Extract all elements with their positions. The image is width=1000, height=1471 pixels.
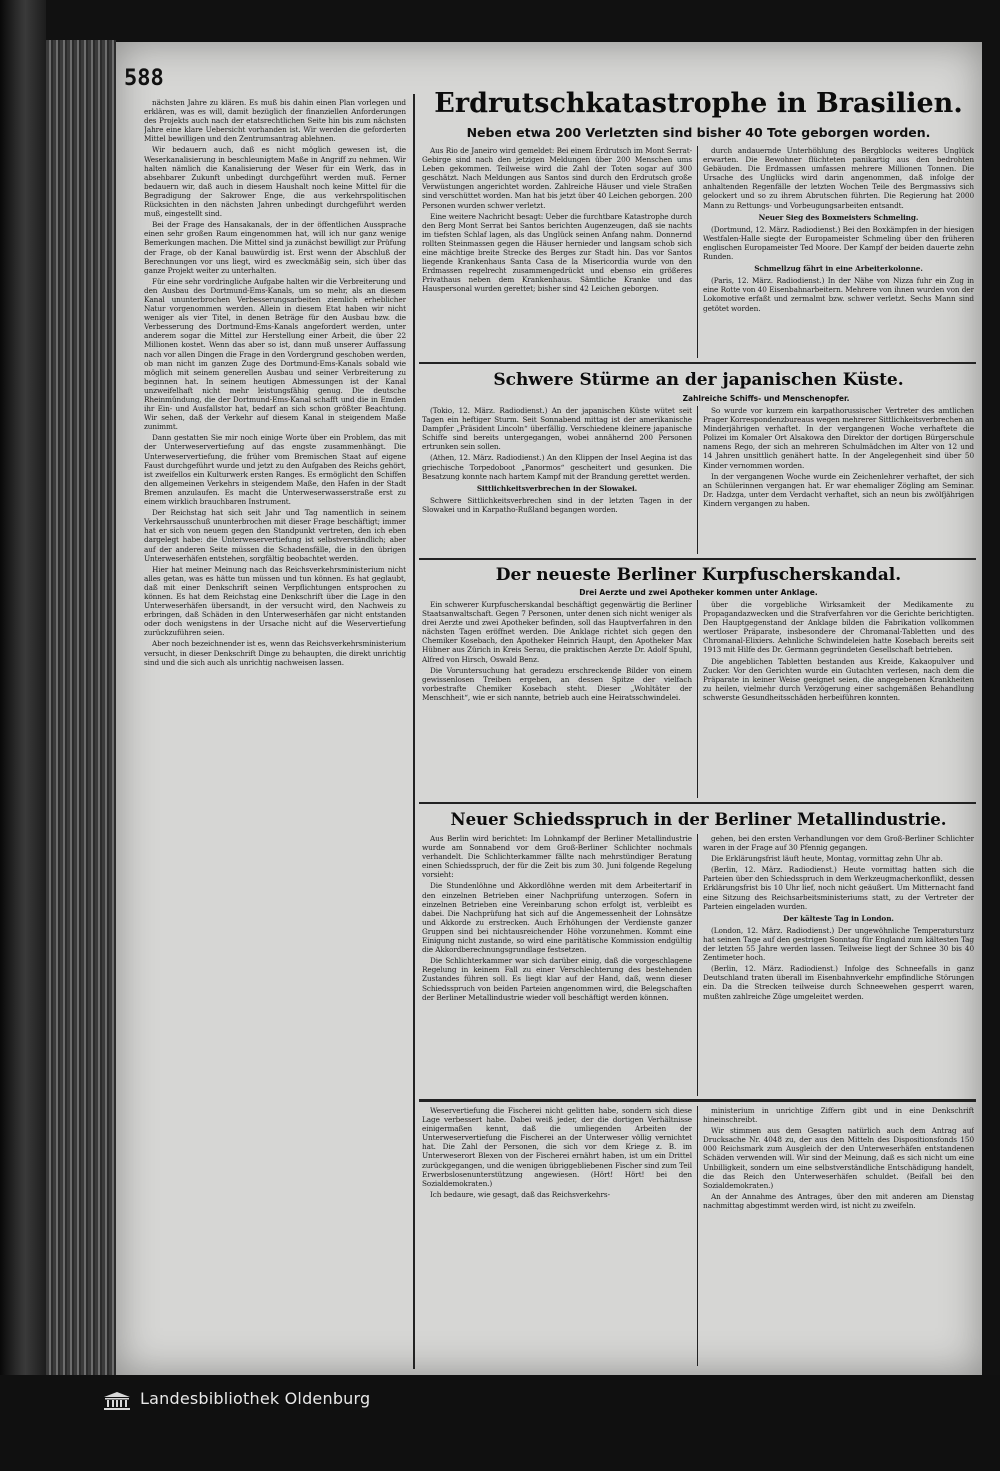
storm-paragraph: (Tokio, 12. März. Radiodienst.) An der japanischen Küste wütet seit Tagen ein heftiger Sturm. Seit Sonnabend mittag ist der amerikanische Dampfer „Präsident Lincoln“ überfällig. Verschiedene kleinere japanische Schiffe sind bereits untergegangen, wobei annähernd 200 Personen ertrunken sein sollen. [422, 406, 692, 452]
library-building-icon [104, 1392, 130, 1410]
quackery-subhead: Drei Aerzte und zwei Apotheker kommen unter Anklage. [579, 588, 818, 597]
left-paragraph: Der Reichstag hat sich seit Jahr und Tag namentlich in seinem Verkehrsausschuß ununterbrochen mit dieser Frage beschäftigt; immer hat er sich von neuem gegen den Standpunkt vertreten, den ich eben dargelegt habe: die Unterweservertiefung ist selbstverständlich; aber auf der anderen Seite müssen die Schadensfälle, die in den übrigen Unterweserhäfen entstehen, sorgfältig beobachtet werden. [144, 508, 406, 563]
storm-paragraph: (Athen, 12. März. Radiodienst.) An den Klippen der Insel Aegina ist das griechische Torpedoboot „Panormos“ gescheitert und gesunken. Die Besatzung konnte nach hartem Kampf mit der Brandung gerettet werden. [422, 453, 692, 481]
left-paragraph: Wir bedauern auch, daß es nicht möglich gewesen ist, die Weserkanalisierung in beschleunigtem Maße in Angriff zu nehmen. Wir halten nämlich die Kanalisierung der Weser für ein Werk, das in absehbarer Zukunft unbedingt durchgeführt werden muß. Ferner bedauern wir, daß auch in diesem Haushalt noch keine Mittel für die Begradigung der Sakrower Enge, die aus verkehrspolitischen Rücksichten in den nächsten Jahren unbedingt durchgeführt werden muß, eingestellt sind. [144, 145, 406, 219]
bottom-paragraph: An der Annahme des Antrages, über den mit anderen am Dienstag nachmittag abgestimmt werden wird, ist nicht zu zweifeln. [703, 1191, 974, 1210]
schmeling-subhead: Neuer Sieg des Boxmeisters Schmeling. [758, 212, 919, 222]
section-divider [419, 1099, 976, 1102]
page-stack-edge [46, 40, 116, 1375]
slovakia-subhead: Sittlichkeitsverbrechen in der Slowakei. [476, 483, 638, 493]
brazil-headline: Erdrutschkatastrophe in Brasilien. [434, 88, 963, 119]
brazil-paragraph: (Dortmund, 12. März. Radiodienst.) Bei den Boxkämpfen in der hiesigen Westfalen-Halle siegte der Europameister Schmeling über den früheren englischen Europameister Ted Moore. Der Kampf der beiden dauerte zehn Runden. [703, 224, 974, 262]
footer-bar [0, 1375, 1000, 1471]
left-paragraph: Aber noch bezeichnender ist es, wenn das Reichsverkehrsministerium versucht, in dieser Denkschrift Dinge zu behaupten, die direkt unrichtig sind und die sich auch als unrichtig nachweisen lassen. [144, 639, 406, 667]
quackery-column-1 [422, 600, 692, 798]
page-number: 588 [124, 66, 164, 91]
storm-paragraph: In der vergangenen Woche wurde ein Zeichenlehrer verhaftet, der sich an Schülerinnen vergangen hat. Er war ehemaliger Zögling am Seminar. Dr. Hadzga, unter dem Verdacht verhaftet, sich an neun bis zwölfjährigen Kindern vergangen zu haben. [703, 471, 974, 508]
bottom-column-2 [703, 1106, 974, 1368]
column-divider [697, 834, 698, 1096]
left-paragraph: Für eine sehr vordringliche Aufgabe halten wir die Verbreiterung und den Ausbau des Dortmund-Ems-Kanals, um so mehr, als an diesem Kanal ununterbrochen Verbesserungsarbeiten ziemlich erheblicher Natur vorgenommen werden. Allein in diesem Etat haben wir nicht weniger als vier Titel, in denen Beträge für den Ausbau bzw. die Verbesserung des Dortmund-Ems-Kanals angefordert werden, unter anderem sogar die Mittel zur Herstellung einer Arbeit, die über 22 Millionen kostet. Wenn das aber so ist, dann muß unserer Auffassung nach vor allen Dingen die Frage in den Vordergrund geschoben werden, ob man nicht im ganzen Zuge des Dortmund-Ems-Kanals sobald wie möglich mit seinem generellen Ausbau und seiner Verbreiterung zu beginnen hat. In seinem heutigen Abmessungen ist der Kanal unzweifelhaft nicht mehr leistungsfähig genug. Die deutsche Rheinmündung, die der Dortmund-Ems-Kanal schafft und die in Emden ihr Ein- und Ausfallstor hat, bedarf an sich schon größter Beachtung. Wir sehen, daß der Verkehr auf diesem Kanal in steigendem Maße zunimmt. [144, 276, 406, 432]
london-subhead: Der kälteste Tag in London. [783, 913, 894, 923]
metal-paragraph: (Berlin, 12. März. Radiodienst.) Heute vormittag hatten sich die Parteien über den Schiedsspruch in dem Werkzeugmacherkonflikt, dessen Erklärungsfrist bis 10 Uhr lief, noch nicht geäußert. Um Mitternacht fand eine Sitzung des Reichsarbeitsministeriums statt, zu der Vertreter der Parteien eingeladen wurden. [703, 865, 974, 911]
brazil-column-1 [422, 146, 692, 358]
newspaper-page [116, 42, 982, 1375]
bottom-column-1 [422, 1106, 692, 1368]
left-column [144, 98, 406, 1366]
brazil-paragraph: durch andauernde Unterhöhlung des Bergblocks weiteres Unglück erwarten. Die Bewohner flüchteten panikartig aus den bedrohten Gebäuden. Die Erdmassen umfassen mehrere Millionen Tonnen. Die Ursache des Unglücks wird darin angenommen, daß infolge der anhaltenden Regenfälle der letzten Wochen Teile des Bergmassivs sich gelockert und so zu ihrem Abrutschen führten. Die Regierung hat 2000 Mann zu Rettungs- und Vorbeugungsarbeiten entsandt. [703, 146, 974, 210]
quackery-paragraph: Die angeblichen Tabletten bestanden aus Kreide, Kakaopulver und Zucker. Vor den Gerichten wurde ein Gutachten verlesen, nach dem die Präparate in keiner Weise geeignet seien, die angegebenen Krankheiten zu heilen, vielmehr durch Verzögerung einer sachgemäßen Behandlung schwerste Gesundheitsschäden herbeiführen konnten. [703, 656, 974, 702]
quackery-paragraph: Die Voruntersuchung hat geradezu erschreckende Bilder von einem gewissenlosen Treiben ergeben, an dessen Spitze der vielfach vorbestrafte Chemiker Kosebach steht. Dieser „Wohltäter der Menschheit“, wie er sich nannte, betrieb auch eine Heiratsschwindelei. [422, 665, 692, 702]
metal-column-1 [422, 834, 692, 1096]
section-divider [419, 558, 976, 560]
metal-headline: Neuer Schiedsspruch in der Berliner Metallindustrie. [450, 810, 947, 829]
book-binding [0, 0, 46, 1471]
bottom-paragraph: ministerium in unrichtige Ziffern gibt und in eine Denkschrift hineinschreibt. [703, 1106, 974, 1125]
storm-subhead: Zahlreiche Schiffs- und Menschenopfer. [682, 394, 850, 403]
storm-paragraph: So wurde vor kurzem ein karpathorussischer Vertreter des amtlichen Prager Korrespondenzbureaus wegen mehrerer Sittlichkeitsverbrechen an Minderjährigen verhaftet. In der vergangenen Woche verhaftete die Polizei im Komaler Ort Alsakowa den Direktor der dortigen Bürgerschule namens Rego, der sich an mehreren Schulmädchen im Alter von 12 und 14 Jahren unsittlich genähert hatte. In der Angelegenheit sind über 50 Kinder vernommen worden. [703, 406, 974, 470]
storm-paragraph: Schwere Sittlichkeitsverbrechen sind in der letzten Tagen in der Slowakei und in Karpatho-Rußland begangen worden. [422, 495, 692, 514]
bottom-paragraph: Ich bedaure, wie gesagt, daß das Reichsverkehrs- [430, 1189, 610, 1199]
brazil-paragraph: (Paris, 12. März. Radiodienst.) In der Nähe von Nizza fuhr ein Zug in eine Rotte von 40 Eisenbahnarbeitern. Mehrere von ihnen wurden von der Lokomotive erfaßt und zermalmt bzw. schwer verletzt. Sechs Mann sind getötet worden. [703, 276, 974, 313]
column-divider [697, 1106, 698, 1366]
section-divider [419, 362, 976, 364]
section-divider [419, 802, 976, 804]
metal-paragraph: gehen, bei den ersten Verhandlungen vor dem Groß-Berliner Schlichter waren in der Frage auf 30 Pfennig gegangen. [703, 834, 974, 853]
metal-paragraph: Die Stundenlöhne und Akkordlöhne werden mit dem Arbeitertarif in den einzelnen Betrieben einer Nachprüfung unterzogen. Sofern in einzelnen Betrieben eine Vereinbarung schon erfolgt ist, verbleibt es dabei. Die Nachprüfung hat sich auf die Angemessenheit der Lohnsätze und Akkorde zu erstrecken. Auch Erhöhungen der Verdienste ganzer Gruppen sind bei nichtausreichender Höhe vorzunehmen. Kommt eine Einigung nicht zustande, so wird eine paritätische Kommission endgültig die Akkordberechnungsgrundlage festsetzen. [422, 881, 692, 955]
brazil-paragraph: Aus Rio de Janeiro wird gemeldet: Bei einem Erdrutsch im Mont Serrat-Gebirge sind nach den jetzigen Meldungen über 200 Menschen ums Leben gekommen. Teilweise wird die Zahl der Toten sogar auf 300 geschätzt. Nach Meldungen aus Santos sind durch den Erdrutsch große Verwüstungen angerichtet worden. Zahlreiche Häuser und viele Straßen sind verschüttet worden. Man hat bis jetzt über 40 Leichen geborgen. 200 Personen wurden schwer verletzt. [422, 146, 692, 210]
bottom-paragraph: Weservertiefung die Fischerei nicht gelitten habe, sondern sich diese Lage verbessert habe. Dabei weiß jeder, der die dortigen Verhältnisse einigermaßen kennt, daß die umliegenden Arbeiten der Unterweservertiefung die Fischerei an der Unterweser völlig vernichtet hat. Die Zahl der Personen, die sich vor dem Kriege z. B. im Unterweserort Blexen von der Fischerei ernährt haben, ist um ein Drittel zurückgegangen, und die wenigen übriggebliebenen Fischer sind zum Teil Erwerbslosenunterstützung angewiesen. (Hört! Hört! bei den Sozialdemokraten.) [422, 1106, 692, 1188]
train-subhead: Schmellzug fährt in eine Arbeiterkolonne. [754, 264, 923, 274]
column-divider [697, 406, 698, 554]
quackery-headline: Der neueste Berliner Kurpfuscherskandal. [495, 565, 902, 585]
column-divider [697, 600, 698, 798]
brazil-subhead: Neben etwa 200 Verletzten sind bisher 40 Tote geborgen worden. [466, 125, 931, 140]
quackery-paragraph: über die vorgebliche Wirksamkeit der Medikamente zu Propagandazwecken und die Strafverfahren vor die Gerichte berichtigten. Den Hauptgegenstand der Anklage bilden die Fabrikation vollkommen wertloser Präparate, insbesondere der Chromanal-Tabletten und des Chromanal-Elixiers. Aehnliche Schwindeleien hatte Kosebach bereits seit 1913 mit Hilfe des Dr. Germann gegründeten Gesellschaft betrieben. [703, 600, 974, 655]
brazil-paragraph: Eine weitere Nachricht besagt: Ueber die furchtbare Katastrophe durch den Berg Mont Serrat bei Santos berichten Augenzeugen, daß sie nachts im tiefsten Schlaf lagen, als das Unglück seinen Anfang nahm. Donnernd rollten Steinmassen gegen die Häuser hernieder und langsam schob sich eine mächtige breite Strecke des Berges zur Stadt hin. Das vor Santos liegende Krankenhaus Santa Casa de la Misericordia wurde von den Erdmassen regelrecht zusammengedrückt und ebenso ein größeres Privathaus neben dem Krankenhaus. Sämtliche Kranke und das Hauspersonal wurden gerettet; bisher sind 42 Leichen geborgen. [422, 211, 692, 294]
metal-paragraph: Die Schlichterkammer war sich darüber einig, daß die vorgeschlagene Regelung in keinem Fall zu einer Verschlechterung des bestehenden Zustandes führen soll. Es liegt klar auf der Hand, daß, wenn dieser Schiedsspruch von beiden Parteien angenommen wird, die Belegschaften der Berliner Metallindustrie wieder voll beschäftigt werden können. [422, 956, 692, 1002]
library-name[interactable]: Landesbibliothek Oldenburg [140, 1389, 371, 1408]
metal-paragraph: (Berlin, 12. März. Radiodienst.) Infolge des Schneefalls in ganz Deutschland traten überall im Eisenbahnverkehr empfindliche Störungen ein. Da die Strecken teilweise durch Schneewehen gesperrt waren, mußten zahlreiche Züge umgeleitet werden. [703, 964, 974, 1001]
storm-column-2 [703, 406, 974, 554]
left-paragraph: Bei der Frage des Hansakanals, der in der öffentlichen Aussprache einen sehr großen Raum eingenommen hat, will ich nur ganz wenige Bemerkungen machen. Die Mittel sind ja zunächst bewilligt zur Prüfung der Frage, ob der Kanal bauwürdig ist. Erst wenn der Abschluß der Berechnungen vor uns liegt, wird es zweckmäßig sein, sich über das ganze Projekt weiter zu unterhalten. [144, 220, 406, 275]
left-paragraph: nächsten Jahre zu klären. Es muß bis dahin einen Plan vorlegen und erklären, was es will, damit bezüglich der finanziellen Anforderungen des Projekts auch nach der etatsrechtlichen Seite hin bis zum nächsten Jahre eine klare Uebersicht vorhanden ist. Wir werden die geforderten Mittel bewilligen und den Zentrumsantrag ablehnen. [144, 98, 406, 144]
column-divider [697, 146, 698, 358]
left-paragraph: Dann gestatten Sie mir noch einige Worte über ein Problem, das mit der Unterweservertiefung auf das engste zusammenhängt. Die Unterweservertiefung, die früher vom Bremischen Staat auf eigene Faust durchgeführt wurde und jetzt zu den Aufgaben des Reichs gehört, ist zweifellos ein Kulturwerk ersten Ranges. Es ermöglicht den Schiffen den allgemeinen Verkehrs in steigendem Maße, den Hafen in der Stadt Bremen anzulaufen. Es macht die Unterweserwasserstraße erst zu einem wirklich brauchbaren Instrument. [144, 433, 406, 507]
metal-paragraph: Aus Berlin wird berichtet: Im Lohnkampf der Berliner Metallindustrie wurde am Sonnabend vor dem Groß-Berliner Schlichter nochmals verhandelt. Die Schlichterkammer fällte nach mehrstündiger Beratung einen Schiedsspruch, der für die Zeit bis zum 30. Juni folgende Regelung vorsieht: [422, 834, 692, 880]
column-divider [413, 94, 415, 1369]
left-paragraph: Hier hat meiner Meinung nach das Reichsverkehrsministerium nicht alles getan, was es hätte tun müssen und tun können. Es hat geglaubt, daß mit einer Denkschrift seinen Verpflichtungen entsprochen zu können. Es hat dem Reichstag eine Denkschrift über die Lage in den Unterweserhäfen übersandt, in der versucht wird, den Nachweis zu erbringen, daß Schäden in den Unterweserhäfen gar nicht entstanden oder doch wenigstens in der Ursache nicht auf die Weservertiefung zurückzuführen seien. [144, 564, 406, 638]
brazil-column-2 [703, 146, 974, 358]
metal-paragraph: Die Erklärungsfrist läuft heute, Montag, vormittag zehn Uhr ab. [711, 854, 943, 864]
metal-column-2 [703, 834, 974, 1096]
bottom-paragraph: Wir stimmen aus dem Gesagten natürlich auch dem Antrag auf Drucksache Nr. 4048 zu, der aus den Mitteln des Dispositionsfonds 150 000 Reichsmark zum Ausgleich der den Unterweserhäfen entstandenen Schäden verwenden will. Wir sind der Meinung, daß es sich nicht um eine Unbilligkeit, sondern um eine selbstverständliche Entschädigung handelt, die das Reich den Unterweserhäfen schuldet. (Beifall bei den Sozialdemokraten.) [703, 1126, 974, 1190]
storm-column-1 [422, 406, 692, 554]
quackery-paragraph: Ein schwerer Kurpfuscherskandal beschäftigt gegenwärtig die Berliner Staatsanwaltschaft. Gegen 7 Personen, unter denen sich nicht weniger als drei Aerzte und zwei Apotheker befinden, soll das Hauptverfahren in den nächsten Tagen eröffnet werden. Die Anklage richtet sich gegen den Chemiker Kosebach, den Apotheker Heinrich Haupt, den Apotheker Max Hübner aus Zürich in Kreis Serau, die praktischen Aerzte Dr. Adolf Spuhl, Alfred von Hirsch, Oswald Benz. [422, 600, 692, 664]
storm-headline: Schwere Stürme an der japanischen Küste. [493, 370, 904, 390]
metal-paragraph: (London, 12. März. Radiodienst.) Der ungewöhnliche Temperatursturz hat seinen Tage auf den gestrigen Sonntag für England zum kältesten Tag der letzten 55 Jahre werden lassen. Teilweise liegt der Schnee 30 bis 40 Zentimeter hoch. [703, 925, 974, 963]
quackery-column-2 [703, 600, 974, 798]
